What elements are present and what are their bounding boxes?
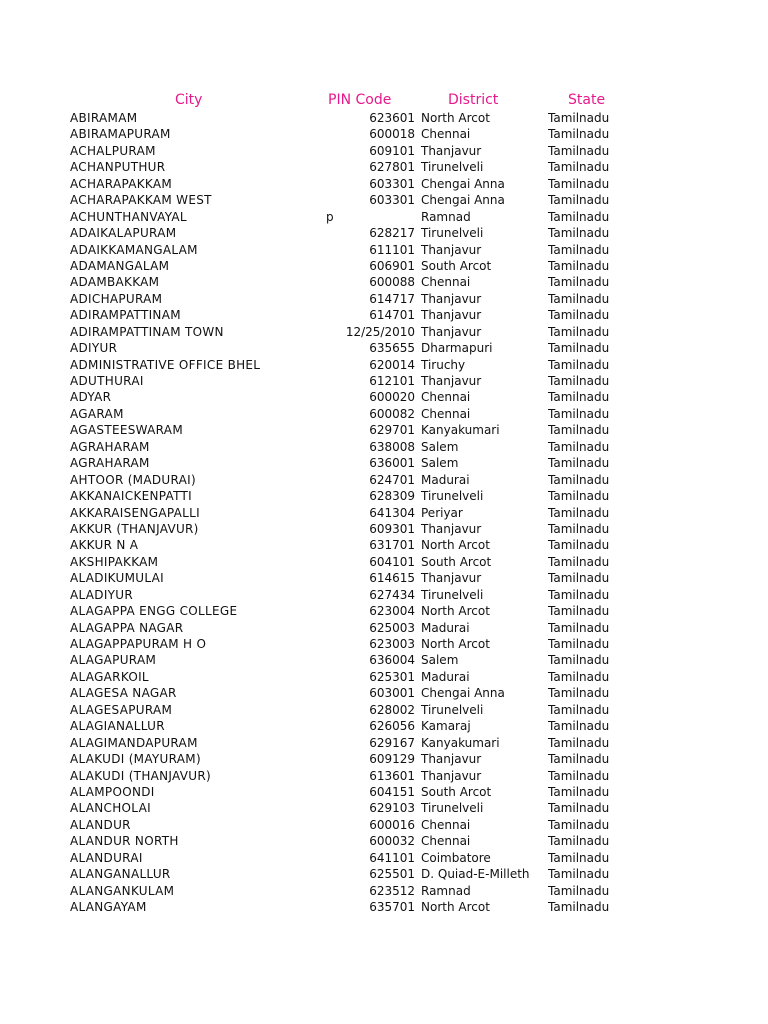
cell-pin-code: 12/25/2010 [345,324,415,339]
cell-city: ALAGAPPA NAGAR [70,620,184,635]
cell-pin-code: 635701 [369,900,415,914]
table-row [0,554,768,570]
table-row [0,800,768,816]
cell-city: ALAGIANALLUR [70,719,165,734]
cell-city: ALAGAPURAM [70,653,157,668]
cell-state: Tamilnadu [548,472,610,487]
cell-pin-code: 635655 [369,341,415,356]
cell-city: ACHUNTHANVAYAL [70,209,187,224]
table-row [0,866,768,882]
cell-district: Thanjavur [421,752,482,767]
cell-city: ADAIKALAPURAM [70,226,177,241]
cell-pin-code: 636004 [369,653,415,668]
cell-state: Tamilnadu [548,817,610,832]
cell-state: Tamilnadu [548,423,610,438]
cell-city: ACHANPUTHUR [70,160,166,175]
cell-state: Tamilnadu [548,571,610,586]
cell-district: Thanjavur [421,521,482,536]
cell-state: Tamilnadu [548,209,610,224]
cell-pin-code: 603301 [369,193,415,208]
cell-city: ADIRAMPATTINAM TOWN [70,324,224,339]
cell-city: ABIRAMAM [70,111,138,125]
cell-pin-code: 623512 [369,883,415,898]
cell-city: ADIRAMPATTINAM [70,308,181,323]
table-row [0,209,768,225]
cell-pin-code: 613601 [369,768,415,783]
cell-city: ALAGAPPA ENGG COLLEGE [70,604,238,619]
cell-city: ACHARAPAKKAM [70,176,173,191]
cell-state: Tamilnadu [548,275,610,290]
cell-district: Tiruchy [421,357,466,372]
cell-pin-code: 638008 [369,439,415,454]
cell-pin-code: 625003 [369,620,415,635]
cell-state: Tamilnadu [548,719,610,734]
table-row [0,143,768,159]
header-district: District [448,92,499,108]
cell-city: AGASTEESWARAM [70,423,183,438]
cell-state: Tamilnadu [548,538,610,553]
cell-pin-code: 641304 [369,505,415,520]
cell-state: Tamilnadu [548,456,610,471]
pin-code-sheet [0,90,768,915]
cell-city: ALANDURAI [70,850,143,865]
cell-city: ADYAR [70,390,112,405]
table-row [0,620,768,636]
cell-city: ADUTHURAI [70,374,144,388]
cell-state: Tamilnadu [548,768,610,783]
cell-city: ABIRAMAPURAM [70,127,171,142]
table-row [0,225,768,241]
cell-pin-code: 629167 [369,735,415,750]
cell-state: Tamilnadu [548,242,610,257]
table-row [0,324,768,340]
cell-state: Tamilnadu [548,341,610,356]
cell-state: Tamilnadu [548,637,610,651]
cell-district: North Arcot [421,111,490,125]
cell-city: ADAMANGALAM [70,258,170,273]
cell-city: ALAKUDI (THANJAVUR) [70,768,212,783]
cell-state: Tamilnadu [548,127,610,142]
cell-district: Periyar [421,505,463,520]
table-row [0,669,768,685]
cell-state: Tamilnadu [548,406,610,421]
table-row [0,570,768,586]
cell-district: Tirunelveli [421,160,484,175]
cell-district: Tirunelveli [421,702,484,717]
cell-district: Chennai [421,817,471,832]
table-row [0,521,768,537]
cell-pin-code: 612101 [369,374,415,388]
cell-pin-code: 609101 [369,143,415,158]
cell-district: North Arcot [421,604,490,619]
cell-pin-code: 631701 [369,538,415,553]
table-row [0,537,768,553]
table-row [0,258,768,274]
cell-district: Dharmapuri [421,341,493,356]
cell-state: Tamilnadu [548,111,610,125]
cell-state: Tamilnadu [548,521,610,536]
cell-state: Tamilnadu [548,489,610,504]
table-row [0,422,768,438]
cell-district: Ramnad [421,209,471,224]
cell-pin-code: 636001 [369,456,415,471]
table-row [0,751,768,767]
cell-city: ALANGANALLUR [70,867,171,882]
cell-city: AKKUR N A [70,538,139,553]
cell-state: Tamilnadu [548,554,610,569]
cell-state: Tamilnadu [548,653,610,668]
cell-pin-code: 600088 [369,275,415,290]
cell-city: ADMINISTRATIVE OFFICE BHEL [70,357,261,372]
table-row [0,307,768,323]
cell-city: AHTOOR (MADURAI) [70,472,196,487]
cell-city: ALAKUDI (MAYURAM) [70,752,201,767]
cell-district: Chengai Anna [421,193,505,208]
cell-pin-code: 600018 [369,127,415,142]
cell-district: Ramnad [421,883,471,898]
cell-district: Madurai [421,669,470,684]
table-row [0,702,768,718]
cell-city: AKSHIPAKKAM [70,554,159,569]
cell-pin-code: 623003 [369,637,415,651]
cell-district: D. Quiad-E-Milleth [421,867,530,882]
cell-district: Thanjavur [421,324,482,339]
cell-state: Tamilnadu [548,439,610,454]
cell-pin-code: 625301 [369,669,415,684]
table-row [0,472,768,488]
table-row [0,176,768,192]
cell-pin-code: 600016 [369,817,415,832]
cell-pin-code: 623601 [369,111,415,125]
cell-pin-code: 600082 [369,406,415,421]
cell-pin-code: 611101 [369,242,415,257]
cell-district: Salem [421,653,459,668]
cell-state: Tamilnadu [548,850,610,865]
cell-state: Tamilnadu [548,226,610,241]
cell-district: Tirunelveli [421,226,484,241]
cell-state: Tamilnadu [548,620,610,635]
header-pin-code: PIN Code [328,92,392,108]
cell-city: ALAGESAPURAM [70,702,173,717]
cell-pin-code: 614701 [369,308,415,323]
cell-pin-code: 626056 [369,719,415,734]
cell-state: Tamilnadu [548,587,610,602]
cell-city: AKKARAISENGAPALLI [70,505,200,520]
table-row [0,488,768,504]
cell-pin-code: 627801 [369,160,415,175]
cell-state: Tamilnadu [548,160,610,175]
cell-city: ALADIKUMULAI [70,571,164,586]
cell-pin-code: 627434 [369,587,415,602]
cell-district: Madurai [421,620,470,635]
cell-state: Tamilnadu [548,702,610,717]
table-row [0,291,768,307]
cell-pin-code: 628217 [369,226,415,241]
cell-state: Tamilnadu [548,883,610,898]
cell-city: ALAGIMANDAPURAM [70,735,198,750]
table-row [0,899,768,915]
cell-pin-code: 628309 [369,489,415,504]
cell-district: Thanjavur [421,291,482,306]
cell-pin-code: 603001 [369,686,415,701]
cell-city: ALAGESA NAGAR [70,686,177,701]
table-row [0,126,768,142]
cell-state: Tamilnadu [548,505,610,520]
cell-state: Tamilnadu [548,357,610,372]
cell-district: Chennai [421,390,471,405]
table-row [0,110,768,126]
table-row [0,652,768,668]
cell-pin-code: 600032 [369,834,415,849]
cell-district: Chennai [421,406,471,421]
cell-district: Thanjavur [421,374,482,388]
cell-city: ALANCHOLAI [70,801,151,816]
cell-city: ALAGARKOIL [70,669,149,684]
cell-state: Tamilnadu [548,374,610,388]
cell-district: Chennai [421,275,471,290]
cell-district: Salem [421,439,459,454]
cell-district: Thanjavur [421,571,482,586]
table-row [0,373,768,389]
cell-city: ALANGANKULAM [70,883,175,898]
cell-state: Tamilnadu [548,752,610,767]
table-row [0,603,768,619]
cell-city: ADAMBAKKAM [70,275,160,290]
cell-district: Kamaraj [421,719,471,734]
cell-pin-code: 604101 [369,554,415,569]
cell-state: Tamilnadu [548,176,610,191]
cell-district: South Arcot [421,784,492,799]
cell-city: ACHALPURAM [70,143,156,158]
cell-pin-code: 623004 [369,604,415,619]
cell-pin-code: 614615 [369,571,415,586]
cell-state: Tamilnadu [548,867,610,882]
cell-city: ALANGAYAM [70,900,147,914]
table-row [0,274,768,290]
table-row [0,340,768,356]
table-row [0,159,768,175]
cell-district: Kanyakumari [421,735,500,750]
cell-city: ALANDUR NORTH [70,834,179,849]
cell-city: AKKANAICKENPATTI [70,489,193,504]
cell-city: ADAIKKAMANGALAM [70,242,198,257]
cell-district: Thanjavur [421,242,482,257]
header-row [0,90,768,110]
cell-state: Tamilnadu [548,143,610,158]
cell-pin-code: 641101 [369,850,415,865]
cell-pin-code: 614717 [369,291,415,306]
table-row [0,357,768,373]
cell-state: Tamilnadu [548,308,610,323]
table-row [0,242,768,258]
cell-district: North Arcot [421,637,490,651]
table-row [0,784,768,800]
cell-district: Chennai [421,834,471,849]
cell-pin-code: 604151 [369,784,415,799]
cell-district: Salem [421,456,459,471]
table-row [0,439,768,455]
cell-district: Tirunelveli [421,801,484,816]
cell-state: Tamilnadu [548,193,610,208]
cell-state: Tamilnadu [548,324,610,339]
table-row [0,636,768,652]
cell-district: Tirunelveli [421,587,484,602]
cell-pin-code: p [326,209,334,224]
cell-district: Thanjavur [421,768,482,783]
table-row [0,685,768,701]
cell-pin-code: 628002 [369,702,415,717]
cell-city: AGRAHARAM [70,456,150,471]
table-row [0,192,768,208]
cell-district: Thanjavur [421,308,482,323]
cell-pin-code: 603301 [369,176,415,191]
cell-pin-code: 629701 [369,423,415,438]
cell-city: ACHARAPAKKAM WEST [70,193,212,208]
table-row [0,735,768,751]
cell-state: Tamilnadu [548,669,610,684]
table-row [0,455,768,471]
table-body [0,110,768,915]
cell-district: Chengai Anna [421,176,505,191]
header-city: City [175,92,203,108]
table-row [0,718,768,734]
table-row [0,389,768,405]
cell-city: ADICHAPURAM [70,291,163,306]
cell-state: Tamilnadu [548,735,610,750]
cell-city: AGARAM [70,406,124,421]
cell-pin-code: 609129 [369,752,415,767]
cell-district: Tirunelveli [421,489,484,504]
cell-state: Tamilnadu [548,834,610,849]
header-state: State [568,92,606,108]
table-row [0,883,768,899]
cell-district: Chengai Anna [421,686,505,701]
cell-district: Kanyakumari [421,423,500,438]
table-row [0,406,768,422]
table-row [0,587,768,603]
cell-state: Tamilnadu [548,900,610,914]
cell-city: ALAGAPPAPURAM H O [70,637,207,651]
cell-district: South Arcot [421,258,492,273]
cell-pin-code: 620014 [369,357,415,372]
cell-district: Chennai [421,127,471,142]
cell-state: Tamilnadu [548,390,610,405]
cell-pin-code: 624701 [369,472,415,487]
cell-state: Tamilnadu [548,291,610,306]
cell-state: Tamilnadu [548,258,610,273]
cell-district: Coimbatore [421,850,491,865]
cell-district: Madurai [421,472,470,487]
cell-pin-code: 609301 [369,521,415,536]
cell-district: South Arcot [421,554,492,569]
cell-pin-code: 606901 [369,258,415,273]
cell-city: AKKUR (THANJAVUR) [70,521,199,536]
table-row [0,833,768,849]
cell-city: ALADIYUR [70,587,134,602]
cell-pin-code: 600020 [369,390,415,405]
cell-state: Tamilnadu [548,604,610,619]
table-row [0,768,768,784]
table-row [0,505,768,521]
cell-state: Tamilnadu [548,801,610,816]
table-row [0,850,768,866]
cell-district: North Arcot [421,900,490,914]
cell-district: Thanjavur [421,143,482,158]
cell-city: ADIYUR [70,341,118,356]
table-row [0,817,768,833]
cell-city: AGRAHARAM [70,439,150,454]
cell-district: North Arcot [421,538,490,553]
cell-city: ALANDUR [70,817,131,832]
cell-pin-code: 625501 [369,867,415,882]
cell-state: Tamilnadu [548,784,610,799]
cell-city: ALAMPOONDI [70,784,155,799]
cell-state: Tamilnadu [548,686,610,701]
cell-pin-code: 629103 [369,801,415,816]
